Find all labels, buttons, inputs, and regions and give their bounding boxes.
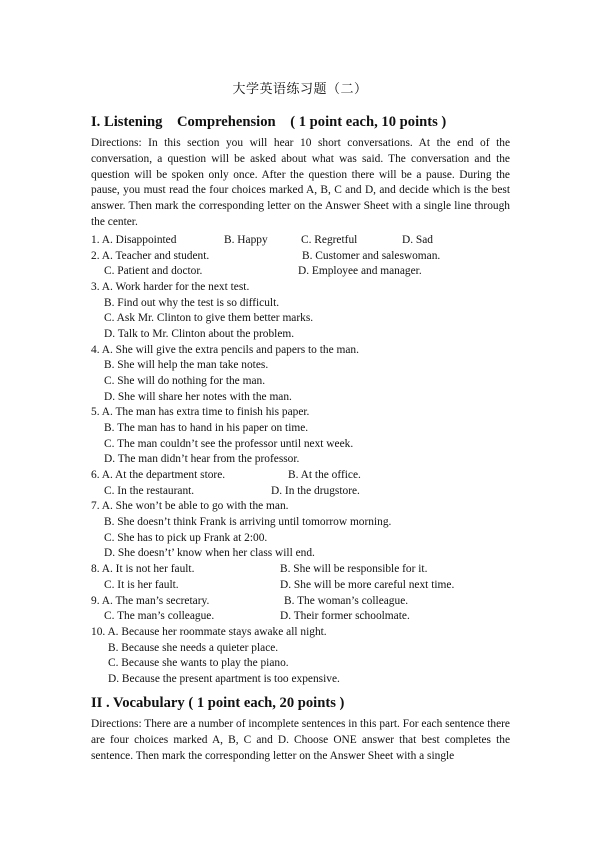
section-heading-listening: I. Listening Comprehension ( 1 point each, 10 points ) [91, 114, 447, 130]
q6-choice-d: D. In the drugstore. [271, 485, 360, 497]
q3-choice-d: D. Talk to Mr. Clinton about the problem. [104, 328, 295, 340]
q10-choice-d: D. Because the present apartment is too expensive. [108, 673, 340, 685]
section-heading-vocabulary: II . Vocabulary ( 1 point each, 20 points ) [91, 695, 345, 711]
q9-choice-d: D. Their former schoolmate. [280, 610, 410, 622]
q6-choice-a: 6. A. At the department store. [91, 469, 226, 481]
q5-choice-b: B. The man has to hand in his paper on time. [104, 422, 309, 434]
q4-choice-b: B. She will help the man take notes. [104, 359, 269, 371]
directions-listening: Directions: In this section you will hear 10 short conversations. At the end of the conversation, a question will be asked about what was said. The conversation and the question will be spoken only once. After the question there will be a pause. During the pause, you must read the four choices marked A, B, C and D, and decide which is the best answer. Then mark the corresponding letter on the Answer Sheet with a single line through the center. [91, 137, 510, 228]
q4-choice-d: D. She will share her notes with the man. [104, 391, 292, 403]
q9-choice-c: C. The man’s colleague. [104, 610, 215, 622]
q5-choice-a: 5. A. The man has extra time to finish his paper. [91, 406, 310, 418]
q2-choice-b: B. Customer and saleswoman. [302, 250, 441, 262]
q8-choice-d: D. She will be more careful next time. [280, 579, 455, 591]
q9-choice-a: 9. A. The man’s secretary. [91, 595, 210, 607]
q1-choice-b: B. Happy [224, 234, 268, 246]
q4-choice-a: 4. A. She will give the extra pencils and papers to the man. [91, 344, 359, 356]
q6-choice-c: C. In the restaurant. [104, 485, 195, 497]
q9-choice-b: B. The woman’s colleague. [284, 595, 409, 607]
q8-choice-c: C. It is her fault. [104, 579, 179, 591]
q1-choice-c: C. Regretful [301, 234, 358, 246]
directions-vocabulary: Directions: There are a number of incomplete sentences in this part. For each sentence there are four choices marked A, B, C and D. Choose ONE answer that best completes the sentence. Then mark the corresponding letter on the Answer Sheet with a single [91, 718, 510, 762]
q10-choice-a: 10. A. Because her roommate stays awake all night. [91, 626, 327, 638]
q3-choice-a: 3. A. Work harder for the next test. [91, 281, 250, 293]
q5-choice-c: C. The man couldn’t see the professor until next week. [104, 438, 354, 450]
q3-choice-c: C. Ask Mr. Clinton to give them better marks. [104, 312, 314, 324]
q2-choice-a: 2. A. Teacher and student. [91, 250, 210, 262]
page-title: 大学英语练习题（二） [232, 82, 368, 97]
q3-choice-b: B. Find out why the test is so difficult. [104, 297, 280, 309]
q7-choice-a: 7. A. She won’t be able to go with the man. [91, 500, 289, 512]
q8-choice-b: B. She will be responsible for it. [280, 563, 428, 575]
q10-choice-c: C. Because she wants to play the piano. [108, 657, 289, 669]
q1-choice-a: 1. A. Disappointed [91, 234, 177, 246]
q5-choice-d: D. The man didn’t hear from the professor. [104, 453, 300, 465]
q2-choice-c: C. Patient and doctor. [104, 265, 203, 277]
q1-choice-d: D. Sad [402, 234, 434, 246]
q4-choice-c: C. She will do nothing for the man. [104, 375, 266, 387]
q10-choice-b: B. Because she needs a quieter place. [108, 642, 279, 654]
q7-choice-d: D. She doesn’t’ know when her class will end. [104, 547, 315, 559]
q7-choice-b: B. She doesn’t think Frank is arriving until tomorrow morning. [104, 516, 392, 528]
q2-choice-d: D. Employee and manager. [298, 265, 422, 277]
q6-choice-b: B. At the office. [288, 469, 361, 481]
q7-choice-c: C. She has to pick up Frank at 2:00. [104, 532, 268, 544]
q8-choice-a: 8. A. It is not her fault. [91, 563, 195, 575]
